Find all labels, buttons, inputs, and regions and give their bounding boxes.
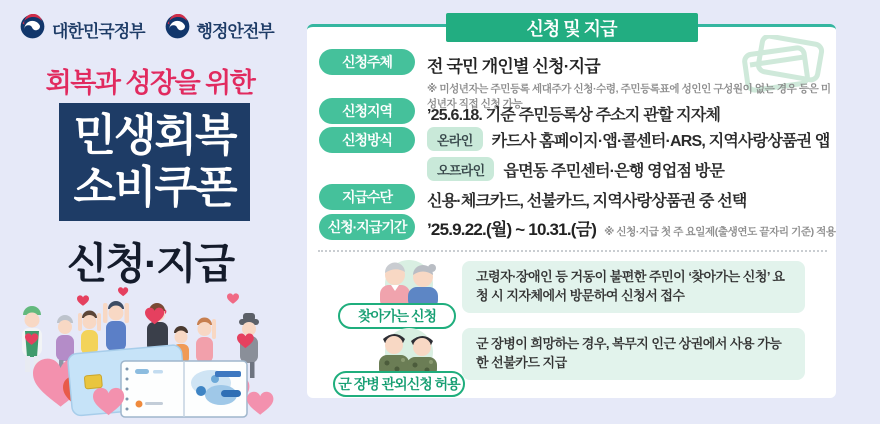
subrow-online xyxy=(427,127,830,151)
row-text: ’25.6.18. 기준 주민등록상 주소지 관할 지자체 xyxy=(427,107,721,124)
panel-header: 신청 및 지급 xyxy=(446,13,698,42)
info-panel xyxy=(307,18,836,398)
row-content xyxy=(427,215,836,240)
period-footnote: ※ 신청·지급 첫 주 요일제(출생연도 끝자리 기준) 적용 xyxy=(604,225,836,238)
page-subtitle: 신청·지급 xyxy=(66,240,234,287)
soldiers-badge: 군 장병 관외신청 허용 xyxy=(333,371,465,397)
taegeuk-emblem-icon xyxy=(165,14,190,44)
row-label-pill: 신청지역 xyxy=(319,98,415,124)
logo-mois xyxy=(165,14,274,44)
subrow-text: 읍면동 주민센터·은행 영업점 방문 xyxy=(503,162,725,180)
subrow-offline xyxy=(427,157,830,181)
logo-korea-gov xyxy=(20,14,145,44)
online-tag: 온라인 xyxy=(427,127,483,151)
row-region xyxy=(319,98,720,125)
title-line1: 민생회복 xyxy=(73,111,236,161)
row-method xyxy=(319,127,830,181)
period-dates: ’25.9.22.(월) ~ 10.31.(금) xyxy=(427,219,597,239)
row-label-pill: 신청방식 xyxy=(319,127,415,153)
soldiers-text: 군 장병이 희망하는 경우, 복무지 인근 상권에서 사용 가능한 선불카드 지급 xyxy=(462,328,805,380)
row-text: 신용·체크카드, 선불카드, 지역사랑상품권 중 선택 xyxy=(427,193,747,210)
row-label-pill: 신청주체 xyxy=(319,49,415,75)
bankbook-graphic xyxy=(121,361,247,417)
dotted-divider xyxy=(318,250,827,252)
row-footnote: ※ 미성년자는 주민등록 세대주가 신청·수령, 주민등록표에 성인인 구성원이 없는 경우 등은 미성년자 직접 신청 가능 xyxy=(427,83,831,110)
title-line2: 소비쿠폰 xyxy=(73,163,236,212)
row-content xyxy=(427,127,830,181)
logo-label: 행정안전부 xyxy=(196,21,274,41)
row-label-pill: 지급수단 xyxy=(319,184,415,210)
visiting-application-text: 고령자·장애인 등 거동이 불편한 주민이 ‘찾아가는 신청’ 요청 시 지자체에서 방문하여 신청서 접수 xyxy=(462,261,805,313)
row-label-pill: 신청·지급기간 xyxy=(319,214,415,240)
taegeuk-emblem-icon xyxy=(20,14,45,44)
visiting-application-badge: 찾아가는 신청 xyxy=(338,303,456,329)
title-box xyxy=(59,103,250,221)
logo-label: 대한민국정부 xyxy=(52,21,145,41)
government-logos xyxy=(20,14,274,44)
subrow-text: 카드사 홈페이지·앱·콜센터·ARS, 지역사랑상품권 앱 xyxy=(491,132,830,150)
row-title: 전 국민 개인별 신청·지급 xyxy=(427,57,600,76)
slogan: 회복과 성장을 위한 xyxy=(45,68,255,98)
row-period xyxy=(319,214,836,240)
offline-tag: 오프라인 xyxy=(427,157,494,181)
people-hearts-card-illustration xyxy=(15,287,285,419)
row-payment-method xyxy=(319,184,747,211)
